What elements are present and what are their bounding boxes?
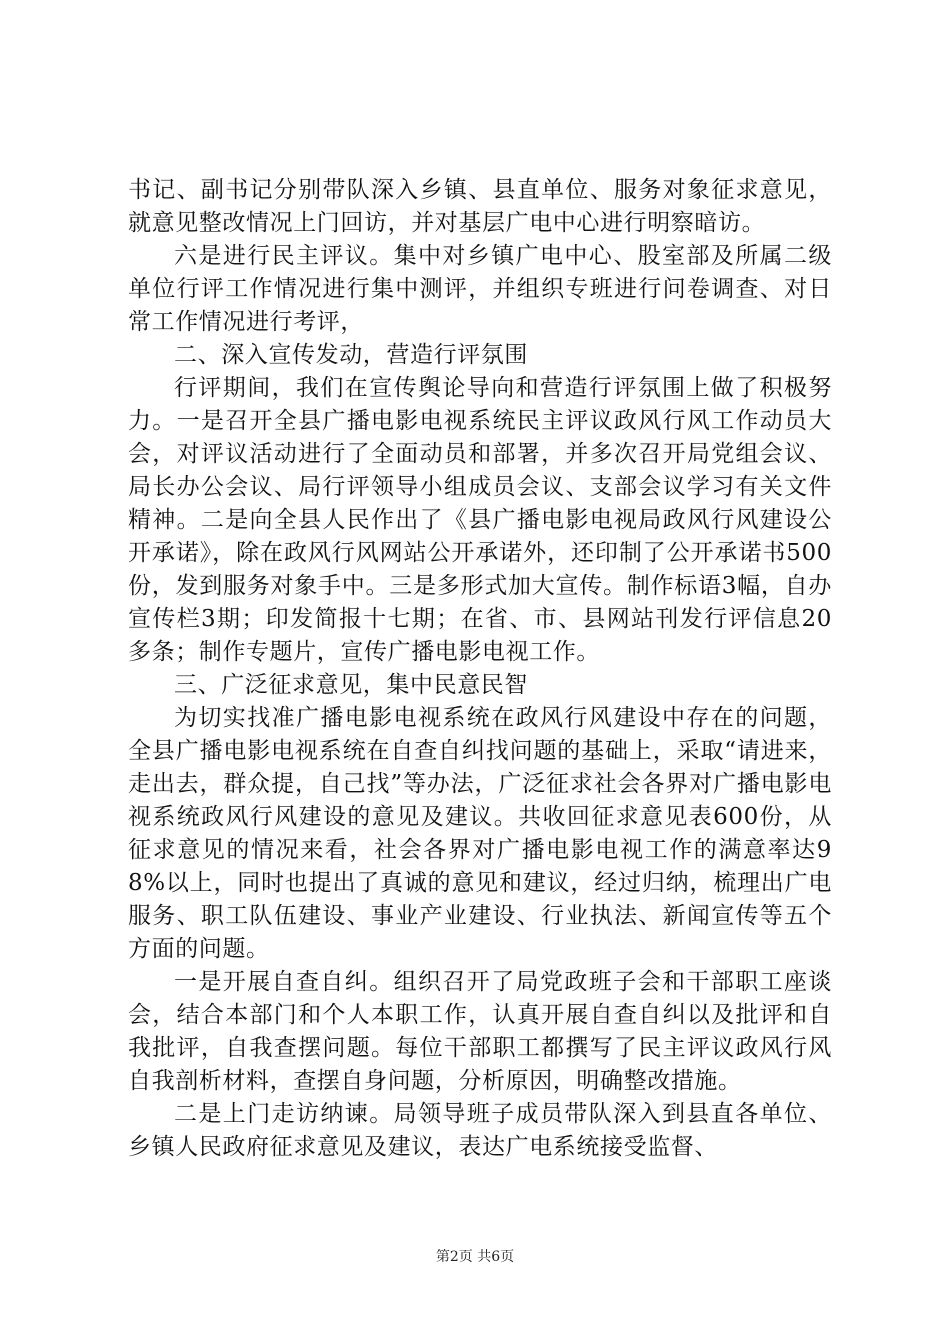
paragraph-5: 一是开展自查自纠。组织召开了局党政班子会和干部职工座谈会，结合本部门和个人本职工作，认真开展自查自纠以及批评和自我批评，自我查摆问题。每位干部职工都撰写了民主评议政风行风自我剖析材料，查摆自身问题，分析原因，明确整改措施。 [128,969,832,1094]
section-heading-3: 三、广泛征求意见，集中民意民智 [174,672,528,698]
page-number-label: 第2页 共6页 [435,1249,515,1265]
paragraph-1: 书记、副书记分别带队深入乡镇、县直单位、服务对象征求意见，就意见整改情况上门回访，并对基层广电中心进行明察暗访。 [128,177,832,236]
page-footer [0,1246,950,1266]
paragraph-4: 为切实找准广播电影电视系统在政风行风建设中存在的问题，全县广播电影电视系统在自查自纠找问题的基础上，采取“请进来，走出去，群众提，自己找”等办法，广泛征求社会各界对广播电影电视系统政风行风建设的意见及建议。共收回征求意见表600份，从征求意见的情况来看，社会各界对广播电影电视工作的满意率达98%以上，同时也提出了真诚的意见和建议，经过归纳，梳理出广电服务、职工队伍建设、事业产业建设、行业执法、新闻宣传等五个方面的问题。 [128,705,832,962]
paragraph-3: 行评期间，我们在宣传舆论导向和营造行评氛围上做了积极努力。一是召开全县广播电影电视系统民主评议政风行风工作动员大会，对评议活动进行了全面动员和部署，并多次召开局党组会议、局长办公会议、局行评领导小组成员会议、支部会议学习有关文件精神。二是向全县人民作出了《县广播电影电视局政风行风建设公开承诺》，除在政风行风网站公开承诺外，还印制了公开承诺书500份，发到服务对象手中。三是多形式加大宣传。制作标语3幅，自办宣传栏3期；印发简报十七期；在省、市、县网站刊发行评信息20多条；制作专题片，宣传广播电影电视工作。 [128,375,832,665]
paragraph-2: 六是进行民主评议。集中对乡镇广电中心、股室部及所属二级单位行评工作情况进行集中测评，并组织专班进行问卷调查、对日常工作情况进行考评， [128,243,832,335]
section-heading-2: 二、深入宣传发动，营造行评氛围 [174,342,528,368]
document-body [128,174,832,1164]
paragraph-6: 二是上门走访纳谏。局领导班子成员带队深入到县直各单位、乡镇人民政府征求意见及建议，表达广电系统接受监督、 [128,1101,832,1160]
